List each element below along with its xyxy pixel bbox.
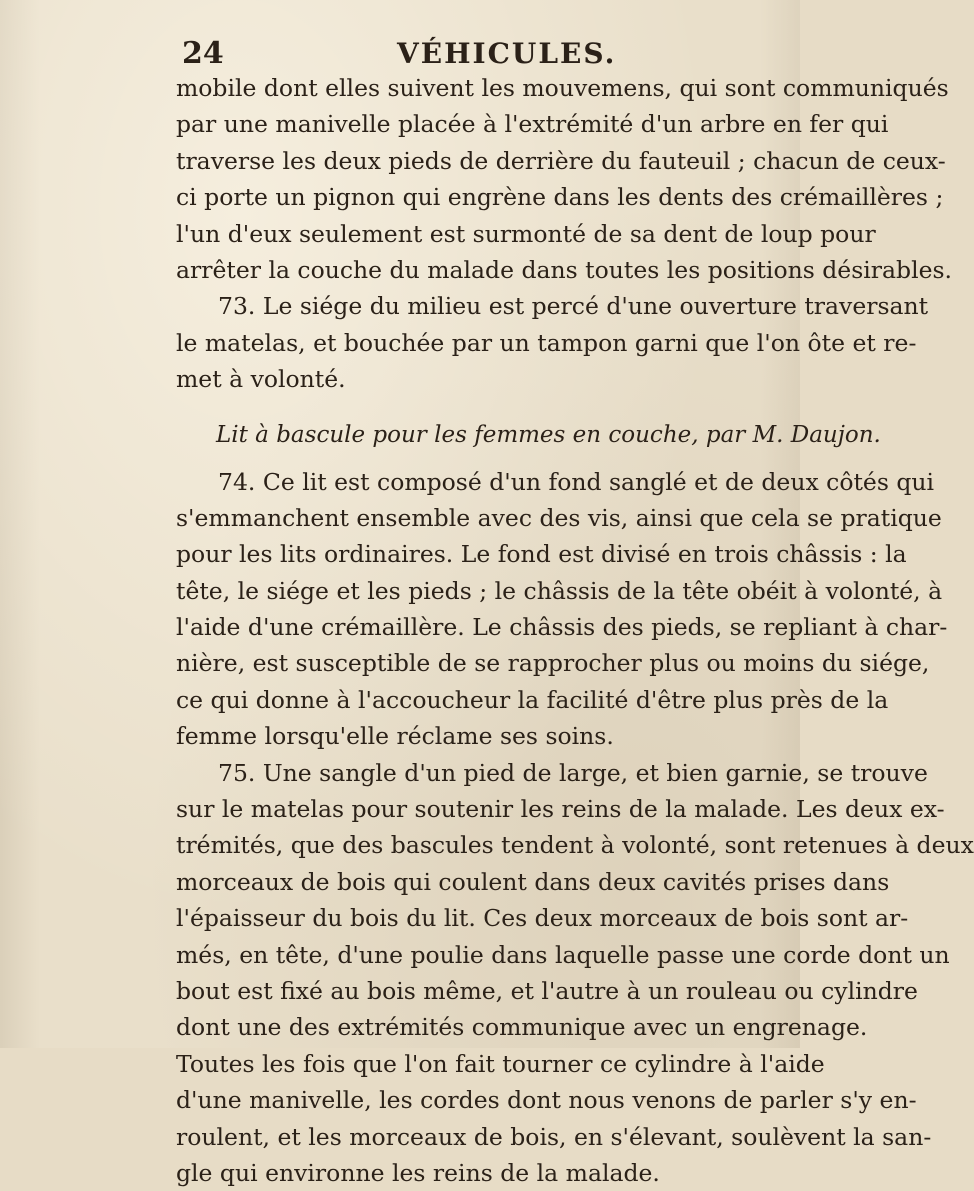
paragraph-73 xyxy=(176,288,929,397)
text-line: s'emmanchent ensemble avec des vis, ainsi que cela se pratique xyxy=(176,503,942,532)
text-line: ci porte un pignon qui engrène dans les dents des crémaillères ; xyxy=(176,183,944,212)
text-line: arrêter la couche du malade dans toutes les positions désirables. xyxy=(176,255,953,284)
text-line: femme lorsqu'elle réclame ses soins. xyxy=(176,722,614,751)
running-head: VÉHICULES. xyxy=(397,37,617,70)
text-line: trémités, que des bascules tendent à volonté, sont retenues à deux xyxy=(176,831,974,860)
paragraph-74 xyxy=(176,464,948,755)
text-line: l'un d'eux seulement est surmonté de sa dent de loup pour xyxy=(176,219,876,248)
text-line: 73. Le siége du milieu est percé d'une ouverture traversant xyxy=(218,292,929,321)
section-caption: Lit à bascule pour les femmes en couche, par M. Daujon. xyxy=(216,421,881,448)
text-line: l'épaisseur du bois du lit. Ces deux morceaux de bois sont ar- xyxy=(176,904,909,933)
text-line: sur le matelas pour soutenir les reins de la malade. Les deux ex- xyxy=(176,795,945,824)
text-line: Toutes les fois que l'on fait tourner ce cylindre à l'aide xyxy=(176,1049,825,1078)
text-line: le matelas, et bouchée par un tampon garni que l'on ôte et re- xyxy=(176,328,917,357)
text-line: par une manivelle placée à l'extrémité d'un arbre en fer qui xyxy=(176,110,889,139)
text-line: ce qui donne à l'accoucheur la facilité d'être plus près de la xyxy=(176,685,889,714)
text-line: dont une des extrémités communique avec un engrenage. xyxy=(176,1013,868,1042)
page-header xyxy=(182,34,742,74)
text-line: met à volonté. xyxy=(176,365,346,394)
text-line: roulent, et les morceaux de bois, en s'élevant, soulèvent la san- xyxy=(176,1122,932,1151)
text-line: l'aide d'une crémaillère. Le châssis des pieds, se repliant à char- xyxy=(176,613,948,642)
paragraph-continuation xyxy=(176,70,953,288)
text-line: 74. Ce lit est composé d'un fond sanglé et de deux côtés qui xyxy=(218,467,935,496)
text-line: gle qui environne les reins de la malade. xyxy=(176,1158,660,1187)
paragraph-75 xyxy=(176,755,974,1191)
text-line: traverse les deux pieds de derrière du fauteuil ; chacun de ceux- xyxy=(176,146,946,175)
text-line: nière, est susceptible de se rapprocher plus ou moins du siége, xyxy=(176,649,930,678)
body-text xyxy=(176,70,974,1191)
text-line: tête, le siége et les pieds ; le châssis de la tête obéit à volonté, à xyxy=(176,576,943,605)
text-line: 75. Une sangle d'un pied de large, et bien garnie, se trouve xyxy=(218,758,928,787)
text-line: pour les lits ordinaires. Le fond est divisé en trois châssis : la xyxy=(176,540,907,569)
text-line: més, en tête, d'une poulie dans laquelle passe une corde dont un xyxy=(176,940,950,969)
page-number: 24 xyxy=(182,36,224,71)
text-line: mobile dont elles suivent les mouvemens, qui sont communiqués xyxy=(176,74,949,102)
text-line: morceaux de bois qui coulent dans deux cavités prises dans xyxy=(176,867,890,896)
text-line: d'une manivelle, les cordes dont nous venons de parler s'y en- xyxy=(176,1086,917,1115)
text-line: bout est fixé au bois même, et l'autre à un rouleau ou cylindre xyxy=(176,976,918,1005)
